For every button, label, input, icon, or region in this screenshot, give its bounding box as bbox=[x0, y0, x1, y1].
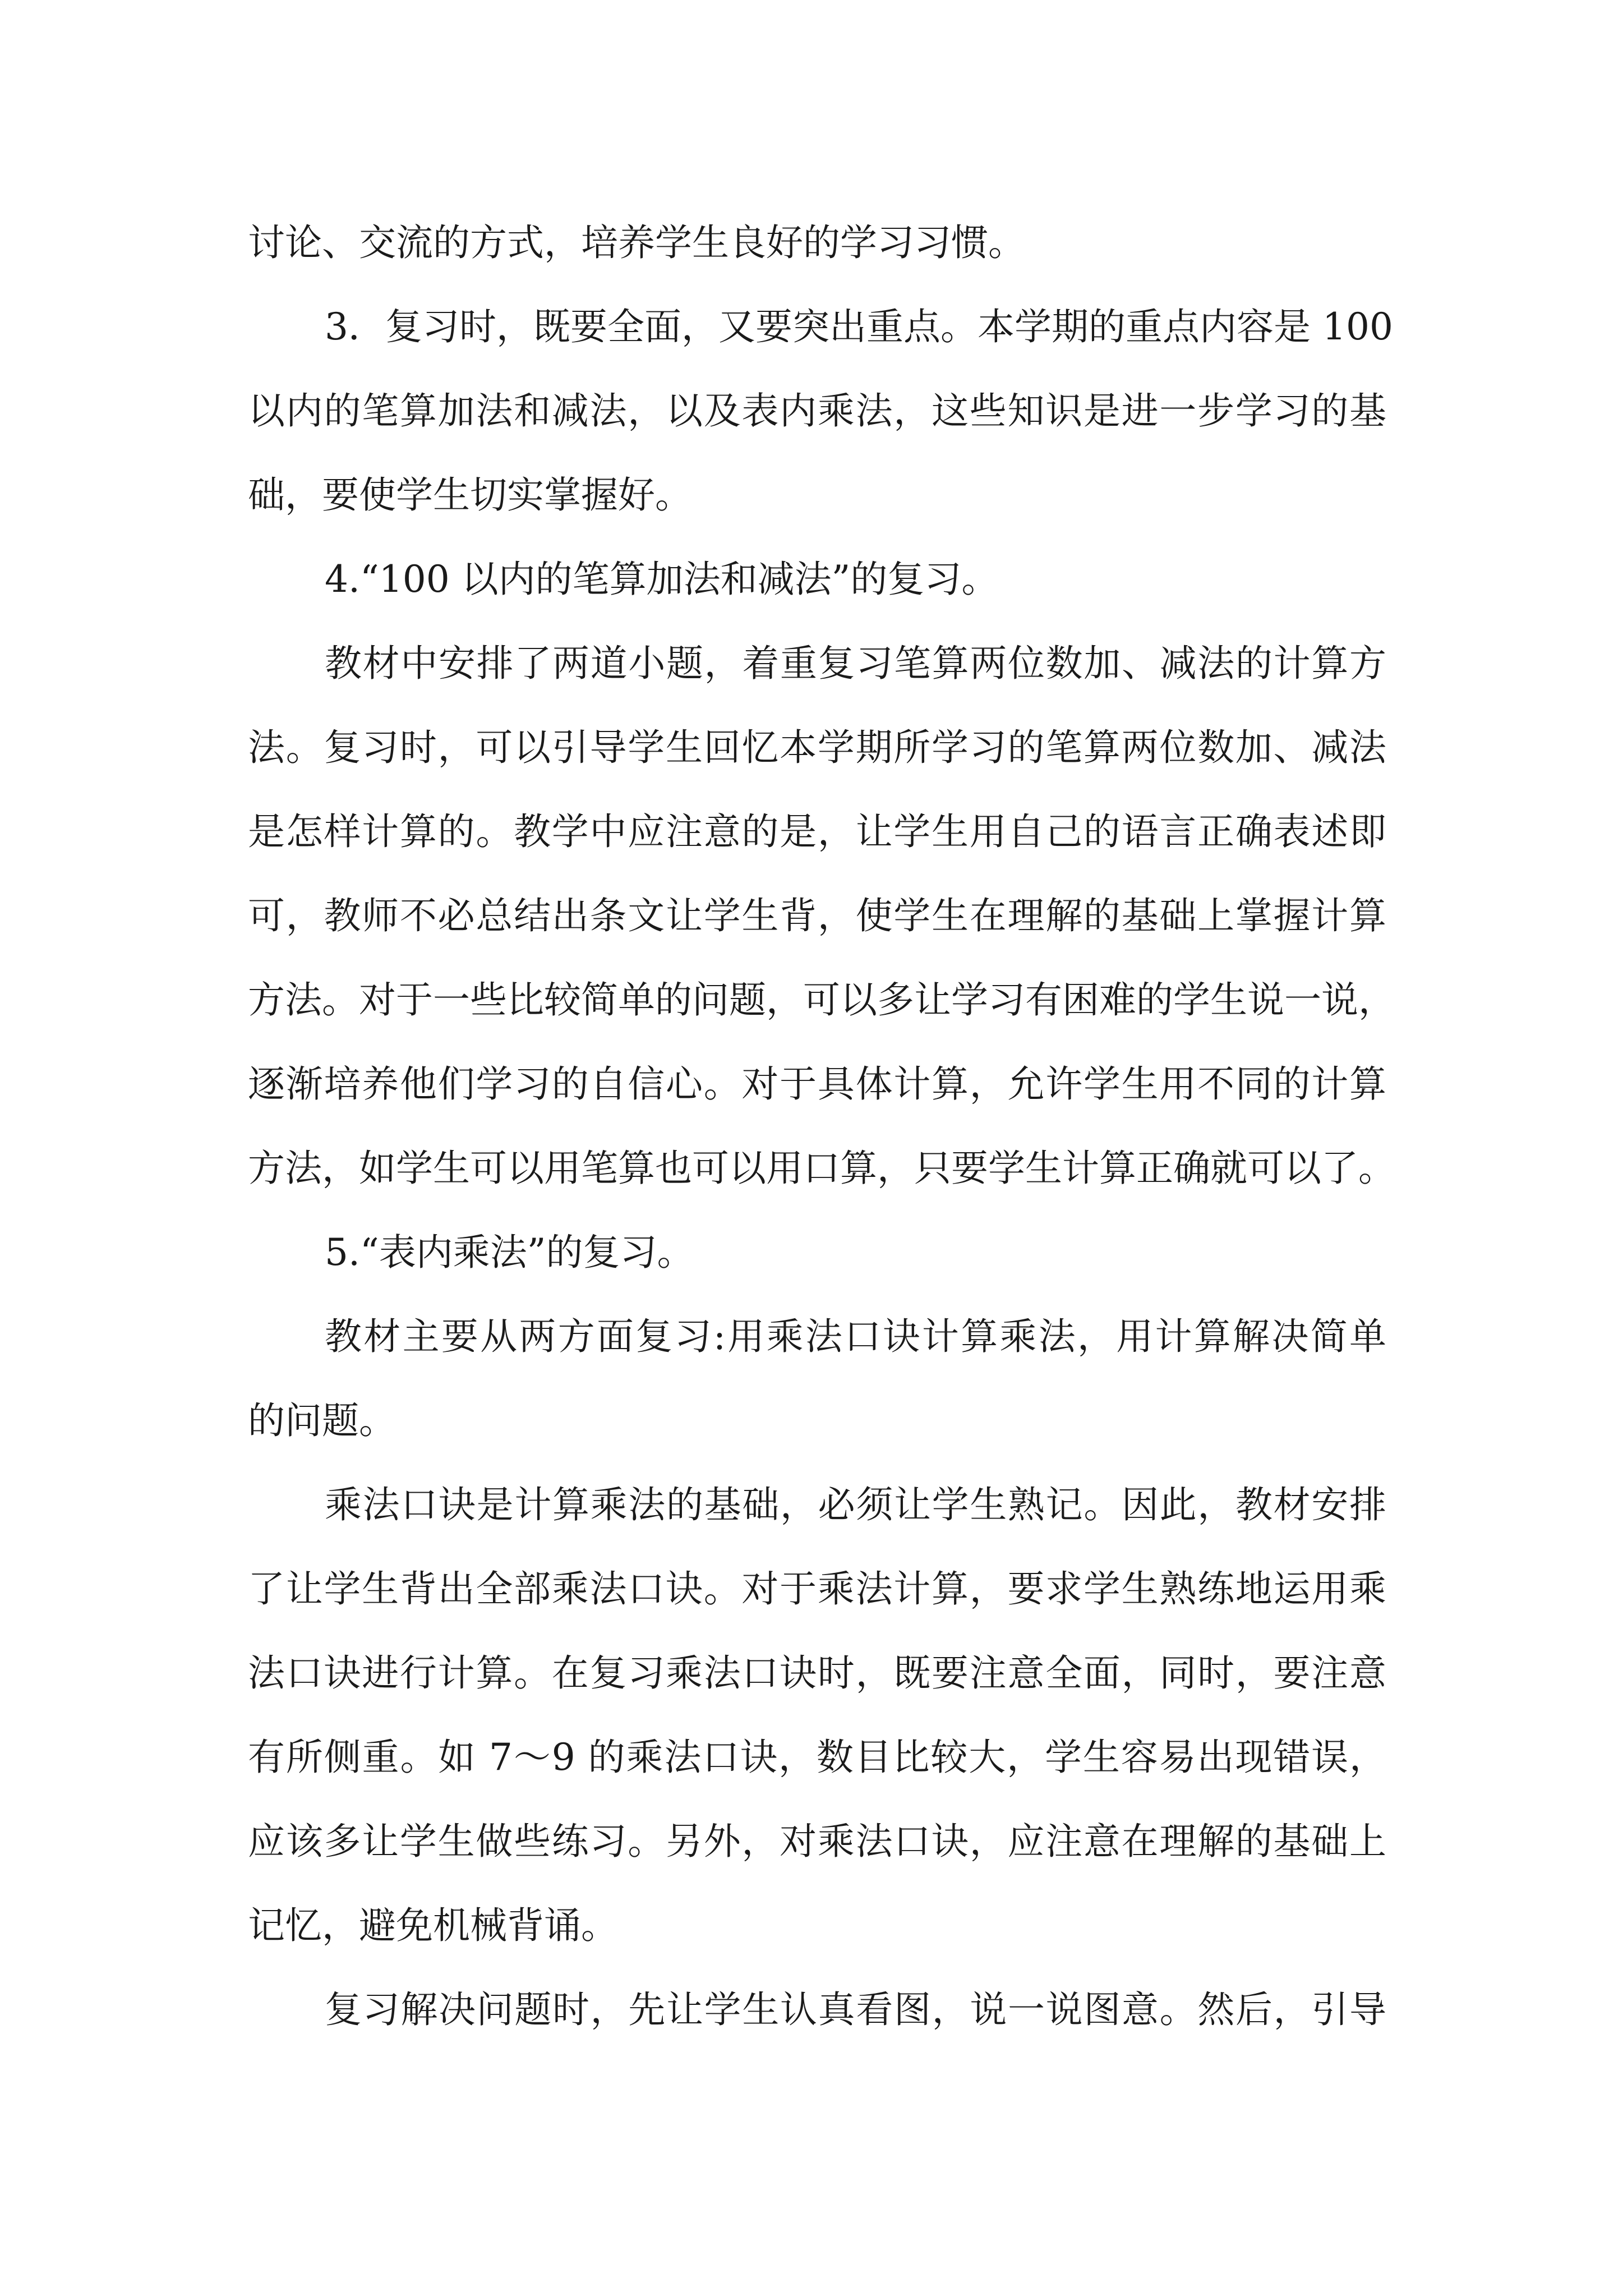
text-line: 方法，如学生可以用笔算也可以用口算，只要学生计算正确就可以了。 bbox=[248, 1147, 1395, 1190]
text-line: 应该多让学生做些练习。另外，对乘法口诀，应注意在理解的基础上 bbox=[248, 1820, 1386, 1863]
text-line: 有所侧重。如 7～9 的乘法口诀，数目比较大，学生容易出现错误， bbox=[248, 1736, 1386, 1779]
text-line: 复习解决问题时，先让学生认真看图，说一说图意。然后，引导 bbox=[325, 1988, 1386, 2031]
text-line: 法。复习时，可以引导学生回忆本学期所学习的笔算两位数加、减法 bbox=[248, 726, 1386, 769]
text-line: 乘法口诀是计算乘法的基础，必须让学生熟记。因此，教材安排 bbox=[325, 1483, 1386, 1526]
text-line: 4.“100 以内的笔算加法和减法”的复习。 bbox=[325, 558, 999, 601]
text-line: 记忆，避免机械背诵。 bbox=[248, 1904, 618, 1947]
text-line: 可，教师不必总结出条文让学生背，使学生在理解的基础上掌握计算 bbox=[248, 894, 1386, 937]
text-line: 3．复习时，既要全面，又要突出重点。本学期的重点内容是 100 bbox=[325, 305, 1393, 348]
text-line: 础，要使学生切实掌握好。 bbox=[248, 473, 692, 517]
text-line: 方法。对于一些比较简单的问题，可以多让学习有困难的学生说一说， bbox=[248, 978, 1395, 1022]
text-line: 了让学生背出全部乘法口诀。对于乘法计算，要求学生熟练地运用乘 bbox=[248, 1567, 1386, 1611]
text-line: 是怎样计算的。教学中应注意的是，让学生用自己的语言正确表述即 bbox=[248, 810, 1386, 853]
text-line: 的问题。 bbox=[248, 1399, 396, 1442]
text-line: 教材主要从两方面复习:用乘法口诀计算乘法，用计算解决简单 bbox=[325, 1315, 1386, 1358]
text-line: 教材中安排了两道小题，着重复习笔算两位数加、减法的计算方 bbox=[325, 642, 1386, 685]
text-line: 逐渐培养他们学习的自信心。对于具体计算，允许学生用不同的计算 bbox=[248, 1062, 1386, 1106]
text-line: 以内的笔算加法和减法，以及表内乘法，这些知识是进一步学习的基 bbox=[248, 389, 1386, 432]
text-line: 5.“表内乘法”的复习。 bbox=[325, 1231, 694, 1274]
text-line: 法口诀进行计算。在复习乘法口诀时，既要注意全面，同时，要注意 bbox=[248, 1651, 1386, 1695]
text-line: 讨论、交流的方式，培养学生良好的学习习惯。 bbox=[248, 221, 1025, 264]
